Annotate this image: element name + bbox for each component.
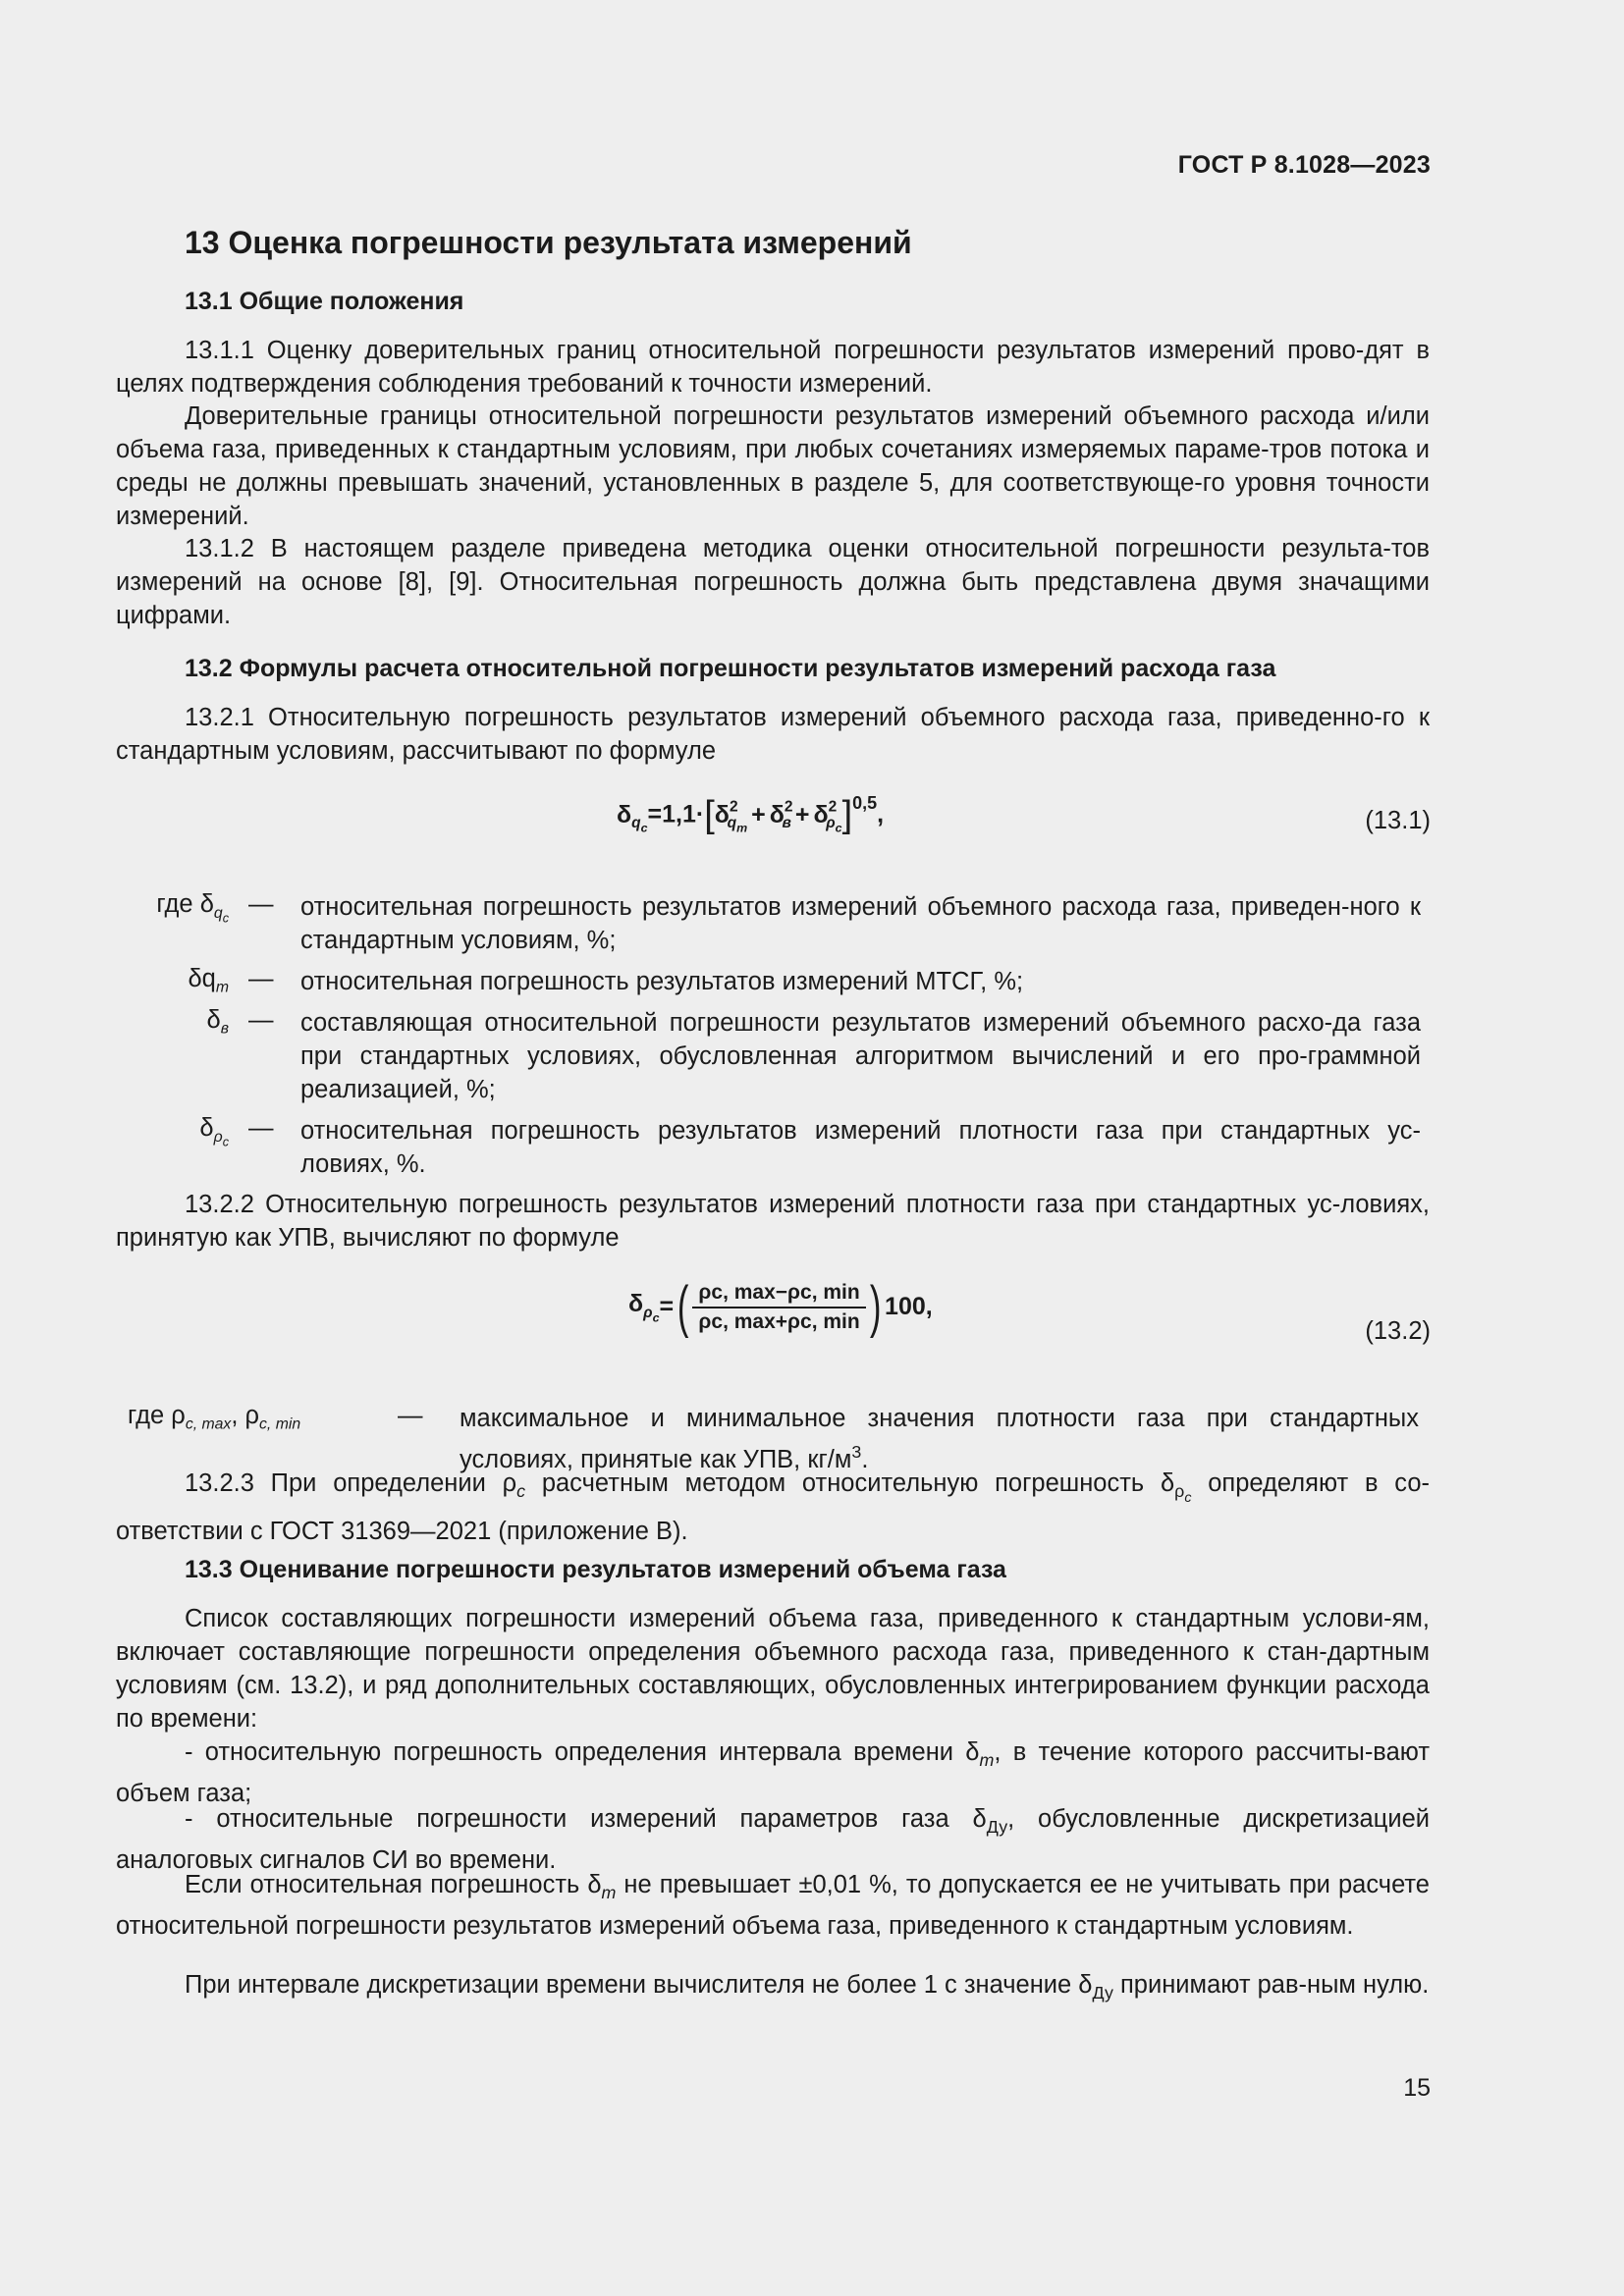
- paragraph-13-3-negligible: Если относительная погрешность $\delta_т$ не превышает ±0,01 %, то допускается ее не учитывать при расчете относительной погрешности результатов измерений объема газа, приведенного к стандартным условиям.: [116, 1871, 1430, 1941]
- formula-13-2-number: (13.2): [1365, 1317, 1431, 1345]
- section-title: 13 Оценка погрешности результата измерений: [185, 225, 912, 260]
- def-dash: —: [248, 1114, 274, 1142]
- subsection-13-2-title: 13.2 Формулы расчета относительной погрешности результатов измерений расхода газа: [185, 655, 1276, 682]
- def-text-drhoc: относительная погрешность результатов измерений плотности газа при стандартных ус-ловиях, %.: [300, 1117, 1421, 1178]
- def-symbol-dqc: где $\delta_{q_c}$: [156, 890, 229, 925]
- formula-13-2-denominator: ρc, max+ρc, min: [698, 1309, 860, 1333]
- def-symbol-dqm: $\delta q_m$: [188, 965, 229, 996]
- formula-13-1-term-rho: $\delta^2_{\rho_c}$: [813, 797, 842, 835]
- paragraph-13-3-intro: Список составляющих погрешности измерений объема газа, приведенного к стандартным услови-ям, включает составляющие погрешности определения объемного расхода газа, приведенного к стан-дартным условиям (см. 13.2), и ряд дополнительных составляющих, обусловленных интегрированием функции расхода по времени:: [116, 1605, 1430, 1733]
- formula-13-1-coefficient: =1,1·: [647, 800, 705, 828]
- paragraph-13-2-1: 13.2.1 Относительную погрешность результатов измерений объемного расхода газа, приведенно-го к стандартным условиям, рассчитывают по формуле: [116, 704, 1430, 765]
- formula-13-1-lhs: $\delta_{q_c}$: [617, 800, 648, 835]
- formula-13-2-lhs: $\delta_{\rho_c}$: [628, 1290, 660, 1324]
- formula-13-2-numerator: ρc, max−ρc, min: [692, 1279, 865, 1308]
- paragraph-13-2-3: 13.2.3 При определении $\rho_c$ расчетным методом относительную погрешность $\delta_{\rho_c}$ определяют в со-ответствии с ГОСТ 31369—2021 (приложение В).: [116, 1469, 1430, 1546]
- paragraph-13-3-sampling-interval: При интервале дискретизации времени вычислителя не более 1 с значение $\delta_{Ду}$ принимают рав-ным нулю.: [185, 1971, 1430, 2003]
- def-text-dqc: относительная погрешность результатов измерений объемного расхода газа, приведен-ного к стандартным условиям, %;: [300, 893, 1421, 954]
- def-text-dv: составляющая относительной погрешности результатов измерений объемного расхо-да газа при стандартных условиях, обусловленная алгоритмом вычислений и его про-граммной реализацией, %;: [300, 1009, 1421, 1103]
- def-symbol-rho-max-min: где $\rho_{c, max}$, $\rho_{c, min}$: [128, 1402, 301, 1433]
- formula-13-2-close-paren: ): [869, 1275, 882, 1339]
- formula-13-2-open-paren: (: [677, 1275, 689, 1339]
- formula-13-2-fraction: [692, 1279, 865, 1336]
- subsection-13-3-title: 13.3 Оценивание погрешности результатов измерений объема газа: [185, 1556, 1006, 1583]
- paragraph-13-2-2: 13.2.2 Относительную погрешность результатов измерений плотности газа при стандартных ус-ловиях, принятую как УПВ, вычисляют по формуле: [116, 1191, 1430, 1252]
- def-text-rho-max-min: максимальное и минимальное значения плотности газа при стандартных условиях, принятые как УПВ, $кг/м^3$.: [460, 1405, 1419, 1473]
- def-dash: —: [248, 965, 274, 992]
- def-dash: —: [398, 1402, 423, 1429]
- document-id: ГОСТ Р 8.1028—2023: [1177, 151, 1431, 179]
- formula-13-1-power: 0,5: [852, 793, 878, 813]
- formula-13-1-term-v: $\delta^2_в$: [769, 797, 793, 831]
- def-dash: —: [248, 1006, 274, 1034]
- def-text-dqm: относительная погрешность результатов измерений МТСГ, %;: [300, 968, 1024, 995]
- paragraph-13-1-1: 13.1.1 Оценку доверительных границ относительной погрешности результатов измерений прово-дят в целях подтверждения соблюдения требований к точности измерений.: [116, 337, 1430, 398]
- bullet-sampling-error: - относительные погрешности измерений параметров газа $\delta_{Ду}$, обусловленные дискретизацией аналоговых сигналов СИ во времени.: [116, 1805, 1430, 1875]
- formula-13-1: $\delta_{q_c}=1,1\cdot[\delta^2_{q_m} + \delta^2_в + \delta^2_{\rho_c}]^{0,5}$,: [617, 793, 885, 835]
- subsection-13-1-title: 13.1 Общие положения: [185, 288, 464, 315]
- formula-13-2: $\delta_{\rho_c}=$( $\frac{\rho c, \max-\rho c, \min}{\rho c, \max+\rho c, \min}$ ) 100,: [628, 1275, 933, 1339]
- def-dash: —: [248, 890, 274, 918]
- paragraph-13-1-2: 13.1.2 В настоящем разделе приведена методика оценки относительной погрешности результа-тов измерений на основе [8], [9]. Относительная погрешность должна быть представлена двумя значащими цифрами.: [116, 535, 1430, 629]
- formula-13-1-number: (13.1): [1365, 807, 1431, 834]
- def-symbol-dv: $\delta_в$: [206, 1006, 229, 1038]
- paragraph-13-1-confidence: Доверительные границы относительной погрешности результатов измерений объемного расхода и/или объема газа, приведенных к стандартным условиям, при любых сочетаниях измеряемых параме-тров потока и среды не должны превышать значений, установленных в разделе 5, для соответствующе-го уровня точности измерений.: [116, 402, 1430, 530]
- formula-13-1-open-bracket: [: [704, 793, 715, 835]
- formula-13-1-term-qm: $\delta^2_{q_m}$: [714, 797, 748, 835]
- page-number: 15: [1403, 2074, 1431, 2102]
- bullet-time-interval: - относительную погрешность определения интервала времени $\delta_т$, в течение которого рассчиты-вают объем газа;: [116, 1738, 1430, 1808]
- def-symbol-drhoc: $\delta_{\rho_c}$: [199, 1114, 229, 1148]
- formula-13-1-close-bracket: ]: [841, 793, 853, 835]
